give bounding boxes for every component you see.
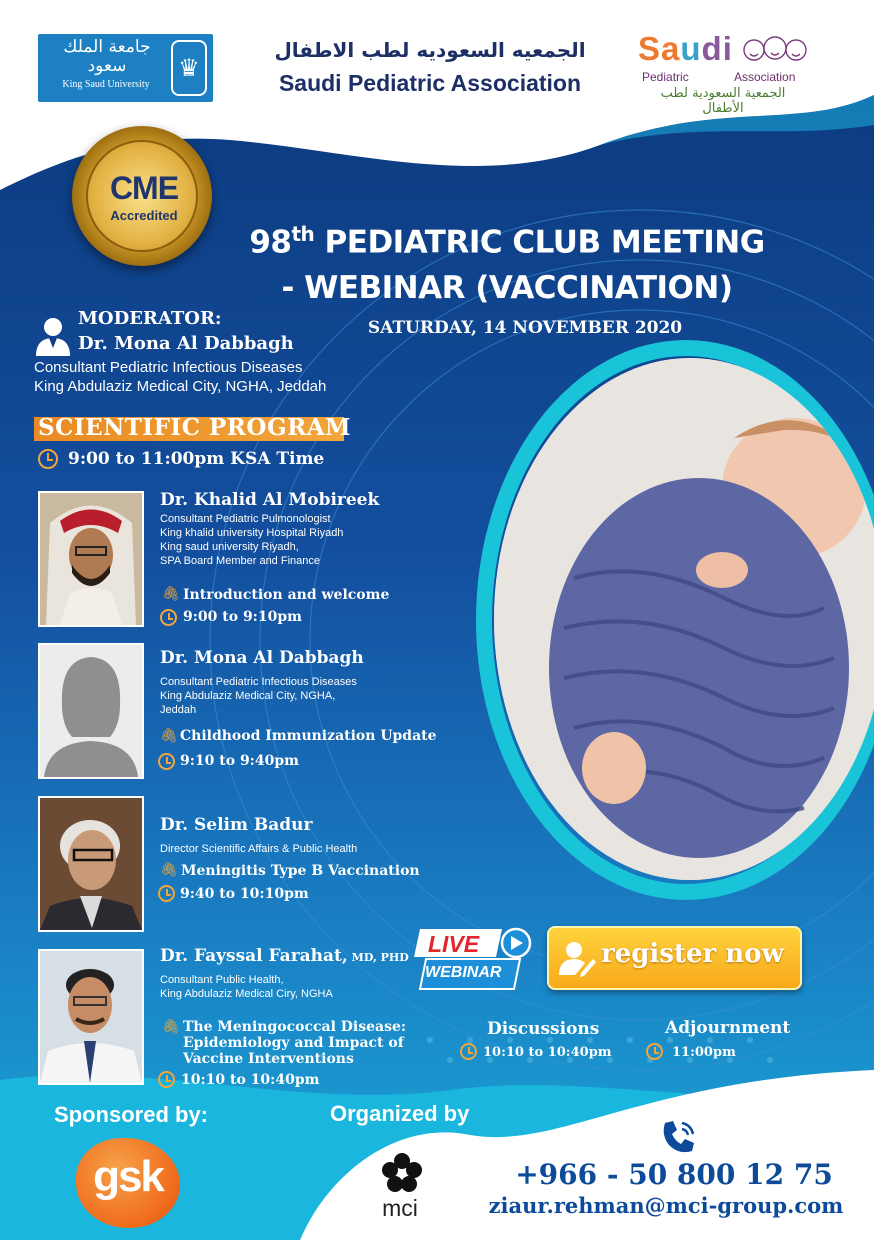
clock-icon xyxy=(460,1043,477,1060)
cme-badge-inner xyxy=(86,140,198,252)
speaker-time: 10:10 to 10:40pm xyxy=(181,1072,320,1088)
clock-icon xyxy=(158,1071,175,1088)
organized-by-label: Organized by xyxy=(330,1101,470,1126)
speaker-time: 9:10 to 9:40pm xyxy=(180,753,299,769)
event-number: 98 xyxy=(249,224,292,261)
spa-logo xyxy=(638,30,818,116)
webinar-label: WEBINAR xyxy=(425,964,502,981)
speaker-name-text: Dr. Mona Al Dabbagh xyxy=(160,648,364,668)
event-date: SATURDAY, 14 NOVEMBER 2020 xyxy=(367,318,683,338)
moderator-affiliation: King Abdulaziz Medical City, NGHA, Jeddah xyxy=(34,378,327,395)
spa-logo-pediatric: Pediatric xyxy=(642,70,689,84)
flower-logo-icon xyxy=(380,1152,424,1194)
ksu-logo xyxy=(38,34,213,102)
speaker-topic: The Meningococcal Disease: xyxy=(183,1019,407,1035)
spa-logo-word-part: Sa xyxy=(638,30,681,67)
speaker-topic: Meningitis Type B Vaccination xyxy=(181,863,420,879)
gsk-logo xyxy=(76,1138,180,1228)
contact-phone: +966 - 50 800 12 75 xyxy=(515,1158,833,1191)
adjournment-time: 11:00pm xyxy=(672,1045,736,1060)
speaker-info-line: Consultant Pediatric Infectious Diseases xyxy=(160,676,357,688)
speaker-photo xyxy=(38,491,144,627)
speaker-degree: MD, PHD xyxy=(347,951,409,964)
cme-badge xyxy=(72,126,212,266)
speaker-info-line: King Abdulaziz Medical Ciry, NGHA xyxy=(160,988,333,1000)
speaker-name-text: Dr. Fayssal Farahat, xyxy=(160,946,348,966)
speaker-time: 9:40 to 10:10pm xyxy=(180,886,309,902)
moderator-role: Consultant Pediatric Infectious Diseases xyxy=(34,359,303,376)
live-label: LIVE xyxy=(428,931,480,957)
clock-icon xyxy=(158,885,175,902)
speaker-photo xyxy=(38,796,144,932)
cme-subtitle: Accredited xyxy=(110,208,178,223)
ksu-english-name: King Saud University xyxy=(62,79,150,90)
speaker-name xyxy=(160,648,364,668)
speaker-photo-placeholder xyxy=(38,643,144,779)
spa-logo-arabic: الجمعية السعودية لطب الأطفال xyxy=(660,86,786,116)
paperclip-icon: 🖇 xyxy=(160,862,178,878)
paperclip-icon: 🖇 xyxy=(160,728,178,744)
speaker-info-line: SPA Board Member and Finance xyxy=(160,555,320,567)
edit-user-icon xyxy=(559,939,597,977)
program-title: SCIENTIFIC PROGRAM xyxy=(38,414,352,441)
speaker-info-line: Consultant Pediatric Pulmonologist xyxy=(160,513,331,525)
sponsored-by-label: Sponsored by: xyxy=(54,1102,209,1127)
clock-icon xyxy=(38,449,58,469)
speaker-name xyxy=(160,946,409,966)
speaker-info-line: King Abdulaziz Medical City, NGHA, xyxy=(160,690,336,702)
phone-icon xyxy=(659,1117,699,1157)
adjournment-heading: Adjournment xyxy=(665,1018,791,1038)
event-title-text: PEDIATRIC CLUB MEETING xyxy=(314,224,765,261)
ksu-arabic-name: جامعة الملك سعود xyxy=(63,37,151,76)
cme-title: CME xyxy=(109,170,179,206)
speaker-name xyxy=(160,815,312,835)
spa-logo-word-part: di xyxy=(701,30,733,67)
speaker-topic: Childhood Immunization Update xyxy=(180,728,437,744)
speaker-name xyxy=(160,490,379,510)
speaker-info-line: Jeddah xyxy=(160,704,197,716)
paperclip-icon: 🖇 xyxy=(162,1019,180,1035)
speaker-time: 9:00 to 9:10pm xyxy=(183,609,302,625)
spa-logo-association: Association xyxy=(734,70,796,84)
spa-english-title: Saudi Pediatric Association xyxy=(278,70,582,96)
speaker-photo xyxy=(38,949,144,1085)
speaker-topic: Epidemiology and Impact of xyxy=(183,1035,404,1051)
moderator-label: MODERATOR: xyxy=(78,308,222,329)
speaker-name-text: Dr. Selim Badur xyxy=(160,815,313,835)
program-time: 9:00 to 11:00pm KSA Time xyxy=(68,449,325,469)
mci-logo-text: mci xyxy=(382,1195,418,1221)
speaker-topic: Vaccine Interventions xyxy=(183,1051,354,1067)
gsk-logo-text: gsk xyxy=(93,1152,163,1201)
user-icon xyxy=(34,316,72,356)
speaker-name-text: Dr. Khalid Al Mobireek xyxy=(160,490,380,510)
speaker-info-line: King saud university Riyadh, xyxy=(160,541,299,553)
speaker-info-line: King khalid university Hospital Riyadh xyxy=(160,527,344,539)
speaker-info-line: Director Scientific Affairs & Public Health xyxy=(160,843,358,855)
speaker-info-line: Consultant Public Health, xyxy=(160,974,284,986)
spa-logo-word xyxy=(638,30,733,68)
spa-logo-word-part: u xyxy=(680,30,702,67)
crown-emblem-icon: ♛ xyxy=(171,40,207,96)
discussions-heading: Discussions xyxy=(487,1019,600,1039)
speaker-topic: Introduction and welcome xyxy=(183,587,390,603)
event-number-suffix: th xyxy=(291,222,315,246)
event-title-line2: - WEBINAR (VACCINATION) xyxy=(281,270,733,306)
paperclip-icon: 🖇 xyxy=(162,586,180,602)
clock-icon xyxy=(160,609,177,626)
clock-icon xyxy=(646,1043,663,1060)
baby-photo xyxy=(494,358,874,880)
clock-icon xyxy=(158,753,175,770)
register-now-label: register now xyxy=(601,939,784,969)
event-title-line1 xyxy=(212,222,802,260)
contact-email[interactable]: ziaur.rehman@mci-group.com xyxy=(488,1193,844,1218)
spa-arabic-title: الجمعيه السعوديه لطب الاطفال xyxy=(274,38,586,62)
faces-icon xyxy=(742,34,808,64)
moderator-name: Dr. Mona Al Dabbagh xyxy=(78,333,294,354)
register-now-button[interactable] xyxy=(547,926,802,990)
discussions-time: 10:10 to 10:40pm xyxy=(483,1045,612,1060)
